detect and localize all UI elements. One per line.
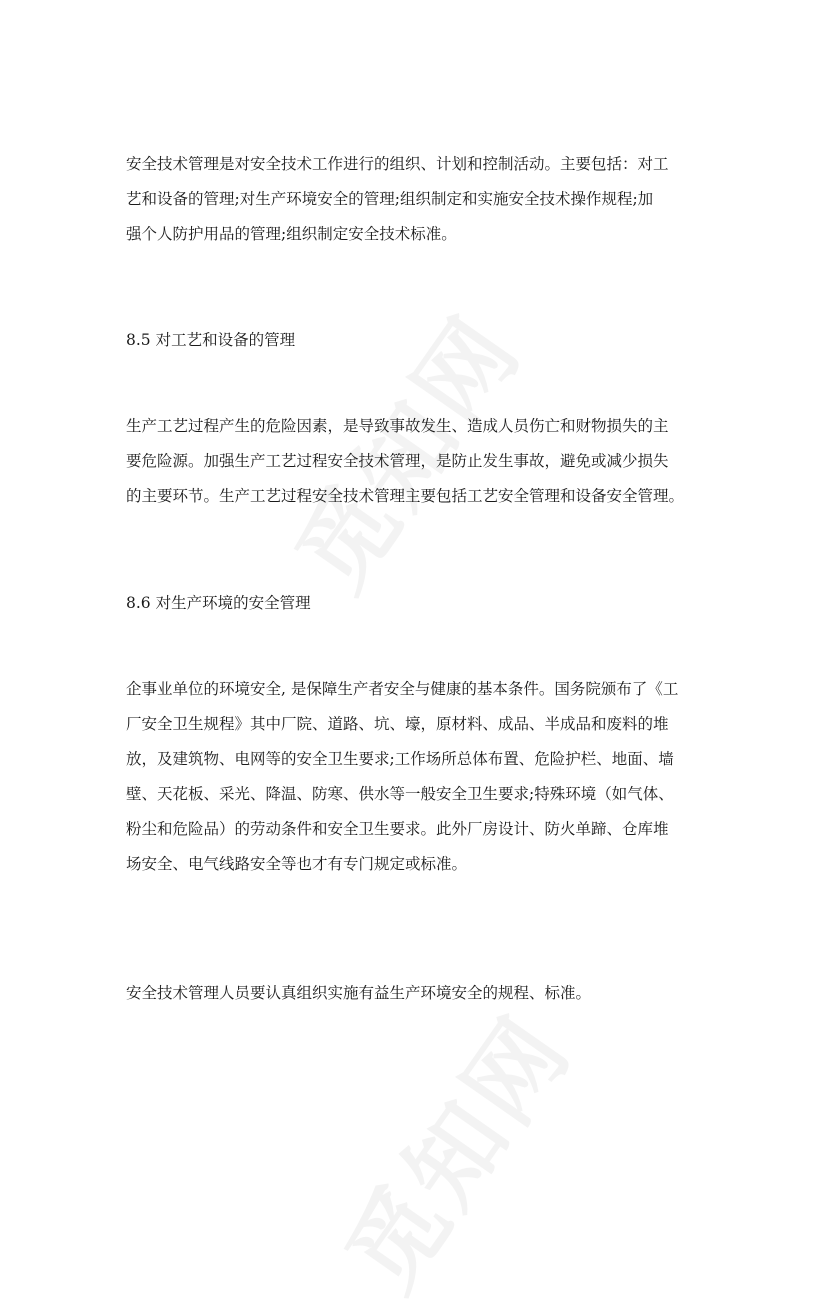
paragraph-line: 生产工艺过程产生的危险因素，是导致事故发生、造成人员伤亡和财物损失的主 — [126, 417, 669, 435]
paragraph-line: 壁、天花板、采光、降温、防寒、供水等一般安全卫生要求;特殊环境（如气体、 — [126, 785, 674, 803]
paragraph-line: 厂安全卫生规程》其中厂院、道路、坑、壕，原材料、成品、半成品和废料的堆 — [126, 715, 669, 733]
section-heading-8-5 — [126, 323, 716, 358]
paragraph-line: 粉尘和危险品）的劳动条件和安全卫生要求。此外厂房设计、防火单蹄、仓库堆 — [126, 820, 669, 838]
paragraph-line: 强个人防护用品的管理;组织制定安全技术标准。 — [126, 225, 457, 243]
heading-text: 8.6 对生产环境的安全管理 — [126, 594, 311, 612]
section-heading-8-6 — [126, 586, 716, 621]
paragraph-line: 的主要环节。生产工艺过程安全技术管理主要包括工艺安全管理和设备安全管理。 — [126, 487, 685, 505]
paragraph-line: 场安全、电气线路安全等也才有专门规定或标准。 — [126, 855, 468, 873]
paragraph-environment-safety — [126, 672, 716, 882]
paragraph-line: 要危险源。加强生产工艺过程安全技术管理，是防止发生事故，避免或减少损失 — [126, 452, 669, 470]
heading-text: 8.5 对工艺和设备的管理 — [126, 331, 296, 349]
paragraph-line: 艺和设备的管理;对生产环境安全的管理;组织制定和实施安全技术操作规程;加 — [126, 190, 654, 208]
paragraph-line: 安全技术管理人员要认真组织实施有益生产环境安全的规程、标准。 — [126, 984, 592, 1002]
paragraph-staff-implementation — [126, 976, 716, 1011]
paragraph-line: 安全技术管理是对安全技术工作进行的组织、计划和控制活动。主要包括：对工 — [126, 155, 669, 173]
paragraph-line: 放，及建筑物、电网等的安全卫生要求;工作场所总体布置、危险护栏、地面、墙 — [126, 750, 674, 768]
watermark-bottom — [309, 984, 597, 1313]
paragraph-safety-tech-management — [126, 147, 716, 252]
paragraph-process-equipment — [126, 409, 716, 514]
paragraph-line: 企事业单位的环境安全, 是保障生产者安全与健康的基本条件。国务院颁布了《工 — [126, 680, 679, 698]
